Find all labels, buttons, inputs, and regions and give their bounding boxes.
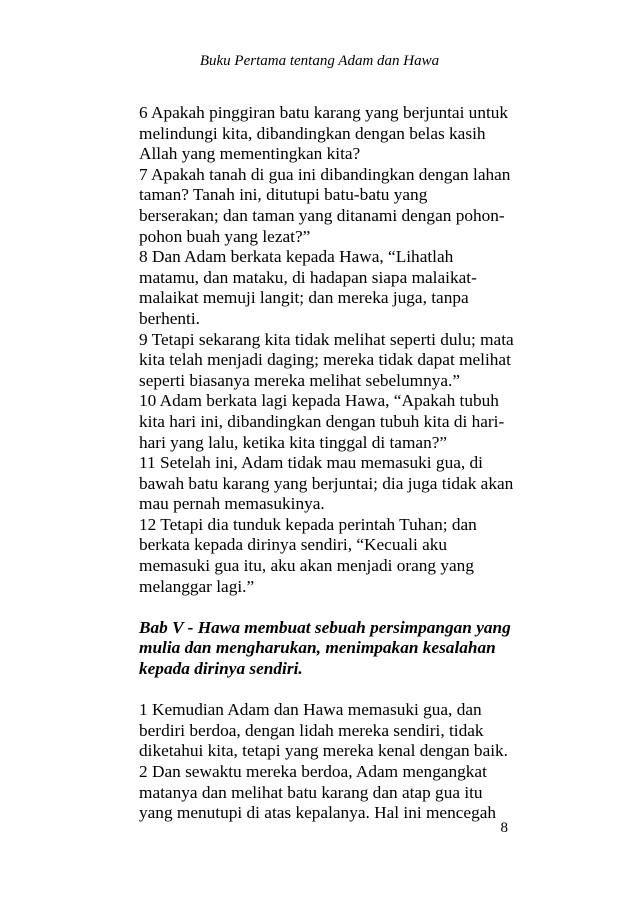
text-line: malaikat memuji langit; dan mereka juga, tanpa [139,288,469,308]
text-line: bawah batu karang yang berjuntai; dia juga tidak akan [139,473,514,493]
text-line: melindungi kita, dibandingkan dengan belas kasih [139,123,486,143]
text-line: berserakan; dan taman yang ditanami dengan pohon- [139,205,505,225]
text-line: diketahui kita, tetapi yang mereka kenal dengan baik. [139,741,509,761]
text-line: melanggar lagi.” [139,576,255,596]
text-line: 8 Dan Adam berkata kepada Hawa, “Lihatlah [139,247,454,267]
text-line: seperti biasanya mereka melihat sebelumnya.” [139,370,461,390]
text-line: 1 Kemudian Adam dan Hawa memasuki gua, dan [139,700,482,720]
text-line: 2 Dan sewaktu mereka berdoa, Adam mengangkat [139,762,487,781]
text-line: 6 Apakah pinggiran batu karang yang berjuntai untuk [139,103,509,122]
text-line: 11 Setelah ini, Adam tidak mau memasuki gua, di [139,453,483,473]
text-line: kita telah menjadi daging; mereka tidak dapat melihat [139,350,511,370]
chapter-heading-line: kepada dirinya sendiri. [139,659,303,679]
text-line: mau pernah memasukinya. [139,494,325,514]
text-line: Allah yang mementingkan kita? [139,144,361,164]
text-line: pohon buah yang lezat?” [139,226,311,246]
text-line: 10 Adam berkata lagi kepada Hawa, “Apakah tubuh [139,391,499,411]
text-line: yang menutupi di atas kepalanya. Hal ini mencegah [139,803,497,823]
paragraph-spacer [139,680,505,701]
text-line: hari yang lalu, ketika kita tinggal di taman?” [139,432,448,452]
chapter-heading-line: mulia dan mengharukan, menimpakan kesalahan [139,638,496,658]
text-line: matanya dan melihat batu karang dan atap gua itu [139,782,483,802]
chapter-heading [139,617,511,680]
text-line: berdiri berdoa, dengan lidah mereka sendiri, tidak [139,720,484,740]
text-line: 9 Tetapi sekarang kita tidak melihat seperti dulu; mata [139,329,514,349]
text-line: 12 Tetapi dia tunduk kepada perintah Tuhan; dan [139,514,477,534]
text-line: matamu, dan mataku, di hadapan siapa malaikat- [139,267,477,287]
running-header: Buku Pertama tentang Adam dan Hawa [199,53,440,69]
chapter-heading-line: Bab V - Hawa membuat sebuah persimpangan yang [139,617,511,637]
text-line: memasuki gua itu, aku akan menjadi orang yang [139,556,474,576]
text-line: 7 Apakah tanah di gua ini dibandingkan dengan lahan [139,164,511,184]
text-line: berhenti. [139,308,200,328]
text-line: kita hari ini, dibandingkan dengan tubuh kita di hari- [139,411,505,431]
paragraph-spacer [139,597,505,618]
body-text [139,103,514,824]
text-line: taman? Tanah ini, ditutupi batu-batu yang [139,185,428,205]
text-line: berkata kepada dirinya sendiri, “Kecuali aku [139,535,448,555]
page-number: 8 [500,820,508,836]
